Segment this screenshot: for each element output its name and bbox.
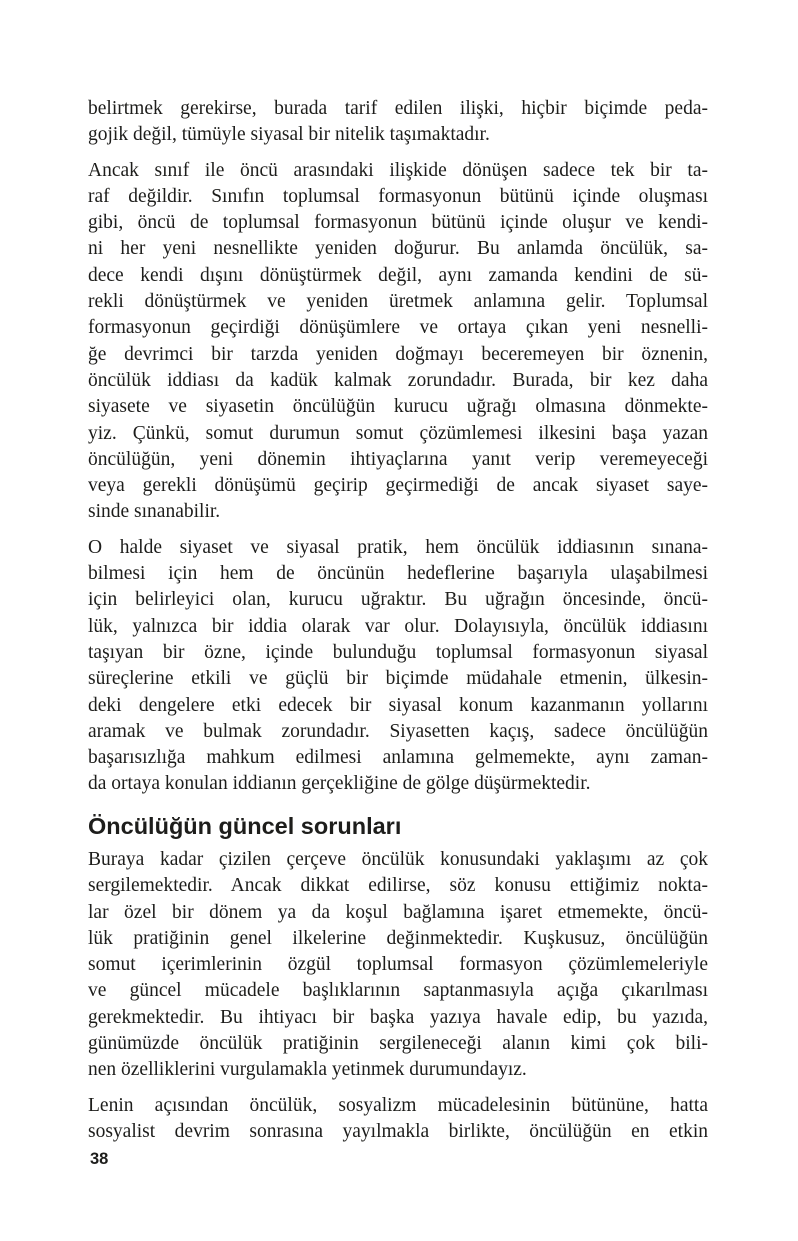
text-line: lar özel bir dönem ya da koşul bağlamına işaret etmemekte, öncü- [88,901,708,923]
text-line: öncülük iddiası da kadük kalmak zorundadır. Burada, bir kez daha [88,369,708,391]
text-line: gibi, öncü de toplumsal formasyonun bütünü içinde oluşur ve kendi- [88,212,708,234]
text-line: da ortaya konulan iddianın gerçekliğine de gölge düşürmektedir. [88,773,591,795]
text-line: siyasete ve siyasetin öncülüğün kurucu uğrağı olmasına dönmekte- [88,396,708,418]
text-line: öncülüğün, yeni dönemin ihtiyaçlarına yanıt verip veremeyeceği [88,448,708,470]
text-line: aramak ve bulmak zorundadır. Siyasetten kaçış, sadece öncülüğün [88,720,708,742]
text-line: lük, yalnızca bir iddia olarak var olur. Dolayısıyla, öncülük iddiasını [88,615,708,637]
paragraph [88,847,708,1084]
text-line: başarısızlığa mahkum edilmesi anlamına gelmemekte, aynı zaman- [88,747,708,769]
text-line: bilmesi için hem de öncünün hedeflerine başarıyla ulaşabilmesi [88,563,708,585]
text-line: Buraya kadar çizilen çerçeve öncülük konusundaki yaklaşımı az çok [88,848,708,870]
text-line: veya gerekli dönüşümü geçirip geçirmediği de ancak siyaset saye- [88,475,708,497]
text-line: sergilemektedir. Ancak dikkat edilirse, söz konusu ettiğimiz nokta- [88,875,708,897]
text-line: sosyalist devrim sonrasına yayılmakla birlikte, öncülüğün en etkin [88,1120,708,1142]
text-line: taşıyan bir özne, içinde bulunduğu toplumsal formasyonun siyasal [88,641,708,663]
text-line: deki dengelere etki edecek bir siyasal konum kazanmanın yollarını [88,694,708,716]
text-line: ni her yeni nesnellikte yeniden doğurur. Bu anlamda öncülük, sa- [88,238,708,260]
text-line: Ancak sınıf ile öncü arasındaki ilişkide dönüşen sadece tek bir ta- [88,159,708,181]
text-line: gerekmektedir. Bu ihtiyacı bir başka yazıya havale edip, bu yazıda, [88,1006,708,1028]
text-line: ve güncel mücadele başlıklarının saptanmasıyla açığa çıkarılması [88,980,708,1002]
text-line: nen özelliklerini vurgulamakla yetinmek durumundayız. [88,1059,527,1081]
paragraph [88,1093,708,1146]
paragraph [88,535,708,798]
text-line: gojik değil, tümüyle siyasal bir nitelik taşımaktadır. [88,124,490,146]
paragraph [88,96,708,149]
paragraph [88,158,708,526]
text-line: O halde siyaset ve siyasal pratik, hem öncülük iddiasının sınana- [88,536,708,558]
text-line: lük pratiğinin genel ilkelerine değinmektedir. Kuşkusuz, öncülüğün [88,927,708,949]
text-line: rekli dönüştürmek ve yeniden üretmek anlamına gelir. Toplumsal [88,291,708,313]
page-content [88,96,708,1154]
page-number: 38 [90,1150,109,1168]
text-line: somut içerimlerinin özgül toplumsal formasyon çözümlemeleriyle [88,954,708,976]
section-heading: Öncülüğün güncel sorunları [88,812,402,839]
text-line: Lenin açısından öncülük, sosyalizm mücadelesinin bütününe, hatta [88,1094,708,1116]
text-line: için belirleyici olan, kurucu uğraktır. Bu uğrağın öncesinde, öncü- [88,589,708,611]
text-line: raf değildir. Sınıfın toplumsal formasyonun bütünü içinde oluşması [88,185,708,207]
text-line: dece kendi dışını dönüştürmek değil, aynı zamanda kendini de sü- [88,264,708,286]
text-line: sinde sınanabilir. [88,501,221,523]
text-line: süreçlerine etkili ve güçlü bir biçimde müdahale etmenin, ülkesin- [88,668,708,690]
text-line: yiz. Çünkü, somut durumun somut çözümlemesi ilkesini başa yazan [88,422,708,444]
text-line: ğe devrimci bir tarzda yeniden doğmayı beceremeyen bir öznenin, [88,343,708,365]
text-line: belirtmek gerekirse, burada tarif edilen ilişki, hiçbir biçimde peda- [88,98,708,119]
text-line: formasyonun geçirdiği dönüşümlere ve ortaya çıkan yeni nesnelli- [88,317,708,339]
text-line: günümüzde öncülük pratiğinin sergileneceği alanın kimi çok bili- [88,1032,708,1054]
